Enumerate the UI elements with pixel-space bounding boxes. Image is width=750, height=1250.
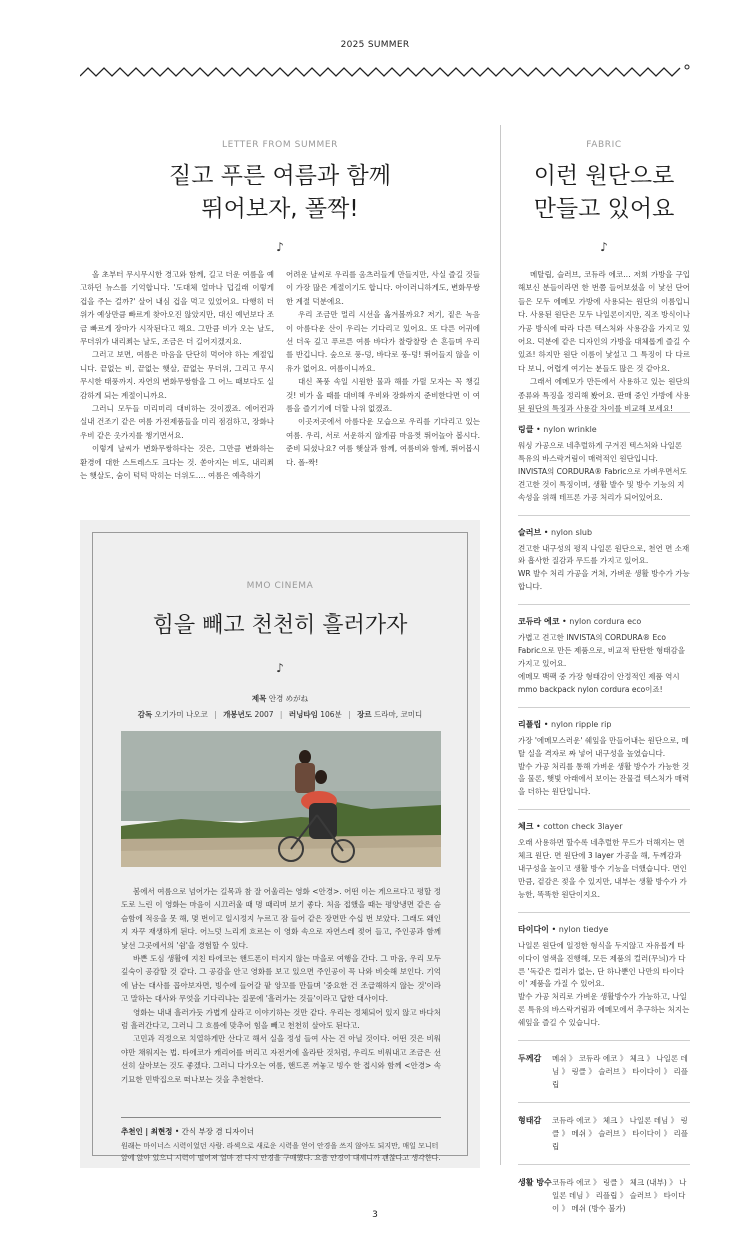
letter-paragraph: 그러니 모두들 미리미리 대비하는 것이겠죠. 에어컨과 실내 건조기 같은 여름 가전제품들을 미리 점검하고, 장화나 우비 같은 옷가지를 챙기면서요.	[80, 404, 274, 440]
fabric-name-en: nylon cordura eco	[569, 617, 642, 627]
fabric-name-en: nylon ripple rip	[551, 719, 612, 729]
cinema-body	[121, 885, 441, 1086]
fabric-item-cordura-eco	[518, 604, 690, 707]
film-title-label: 제목	[251, 694, 267, 703]
runtime-value: 106분	[320, 710, 342, 719]
fabric-name-ko: 코듀라 에코	[518, 617, 560, 627]
letter-paragraph: 우리 조금만 멀리 시선을 옮겨볼까요? 저기, 짙은 녹음이 아름다운 산이 우리는 기다리고 있어요. 또 다른 어귀에선 더욱 깊고 푸르른 여름 바다가 찰랑찰랑 손 흔들며 우리를 반깁니다. 숲으로 풍-덩, 바다로 풍-덩! 뛰어들지 않을 이유가 없어요. 여름이니까요.	[286, 310, 480, 373]
fabric-title-line1: 이런 원단으로	[533, 163, 675, 189]
comparison-label: 생활 방수	[518, 1178, 552, 1188]
fabric-name-ko: 링클	[518, 425, 534, 434]
fabric-name-ko: 체크	[518, 822, 534, 832]
column-divider	[500, 125, 501, 1165]
issue-label: 2025 SUMMER	[340, 40, 410, 50]
fabric-name-en: nylon slub	[551, 527, 593, 537]
genre-label: 장르	[357, 710, 372, 719]
fabric-name: 슬러브 • nylon slub	[518, 527, 593, 537]
fabric-name: 리플립 • nylon ripple rip	[518, 719, 612, 729]
genre-value: 드라마, 코미디	[373, 710, 423, 719]
fabric-name-en: nylon wrinkle	[543, 425, 597, 434]
fabric-name-ko: 슬러브	[518, 527, 542, 537]
fabric-item-ripple-rip	[518, 707, 690, 810]
comparison-value: 메쉬 》 코듀라 에코 》 체크 》 나일론 데님 》 링클 》 슬러브 》 타이다이 》 리플립	[552, 1054, 689, 1090]
music-note-icon: ♪	[600, 240, 608, 254]
letter-title	[80, 160, 480, 226]
comparison-value: 코듀라 에코 》 체크 》 나일론 데님 》 링클 》 메쉬 》 슬러브 》 타이다이 》 리플립	[552, 1116, 689, 1152]
letter-title-line1: 짙고 푸른 여름과 함께	[169, 163, 391, 189]
year-value: 2007	[254, 710, 274, 719]
comparison-label: 형태감	[518, 1116, 542, 1126]
letter-paragraph: 어려운 날씨로 우리를 옴츠러들게 만들지만, 사실 즐길 것들이 가장 많은 계절이기도 합니다. 아이러니하게도, 변화무쌍한 계절 덕분에요.	[286, 270, 480, 306]
comparison-label: 두께감	[518, 1054, 542, 1064]
director-label: 감독	[137, 710, 153, 719]
fabric-title	[518, 160, 690, 226]
recommender-box	[121, 1117, 441, 1164]
cinema-frame	[92, 532, 468, 1162]
music-note-icon: ♪	[276, 240, 284, 254]
fabric-item-check	[518, 809, 690, 912]
letter-paragraph: 이렇게 날씨가 변화무쌍하다는 것은, 그만큼 변화하는 환경에 대한 스트레스도 크다는 것. 쏟아지는 비도, 내리쬐는 햇살도, 숨이 턱턱 막히는 더위도…. 여름은 예측하기	[80, 444, 274, 481]
fabric-header	[518, 140, 690, 254]
letter-body	[80, 268, 480, 483]
cinema-title: 힘을 빼고 천천히 흘러가자	[152, 613, 408, 638]
cinema-paragraph: 봄에서 여름으로 넘어가는 길목과 참 잘 어울리는 영화 <안경>. 어떤 이는 게으르다고 평할 정도로 느린 이 영화는 마음이 시끄러울 때 명 때리며 보기 좋다. 처음 접했을 때는 평양냉면 같은 슴슴함에 적응을 못 해, 몇 번이고 일시정지 누르고 잠 들어 같은 장면만 수십 번 보았다. 그래도 왜인지 자꾸 재생하게 된다. 어느덧 느리게 흐르는 이 영화 속으로 자연스레 젖어 들고, 주인공과 함께 낯선 그곳에서의 '쉼'을 경험할 수 있다.	[121, 887, 441, 950]
fabric-list	[518, 412, 690, 1226]
fabric-description: 워싱 가공으로 네추럴하게 구겨진 텍스처와 나일론 특유의 바스락거림이 매력적인 원단입니다. INVISTA의 CORDURA® Fabric으로 가벼우면서도 견고한 것이 특징이며, 생활 발수 및 방수 기능의 지속성을 위해 테프론 가공 처리가 되어있어요.	[518, 441, 687, 502]
comparison-thickness	[518, 1040, 690, 1102]
fabric-description: 나일론 원단에 일정한 형식을 두지않고 자유롭게 타이다이 염색을 진행해, 모든 제품의 컬러(무늬)가 다른 '독같은 컬러가 없는, 단 하나뿐인 나만의 타이다이' 제품을 가질 수 있어요. 발수 가공 처리로 가벼운 생활방수가 가능하고, 나일론 특유의 바스락거림과 에메모에서 추구하는 처지는 쉐잎을 즐길 수 있습니다.	[518, 940, 690, 1028]
zigzag-divider	[80, 62, 692, 82]
info-separator: |	[214, 710, 217, 719]
letter-column-1	[80, 268, 274, 483]
cinema-paragraph: 고민과 걱정으로 치열하게만 산다고 해서 실을 정성 들여 사는 건 아닐 것이다. 어떤 것은 비워야만 채워지는 법. 타에코가 캐리어를 버리고 자전거에 올라탄 것처럼, 우리도 비워내고 조금은 선선히 살아보는 것도 좋겠다. 그러니 다가오는 여름, 핸드폰 꺼놓고 빙수 한 접시와 함께 <안경> 속 기묘한 민박집으로 떠나보는 것을 추천한다.	[121, 1034, 441, 1084]
letter-paragraph: 대신 폭풍 속일 시원한 물과 해를 가릴 모자는 꼭 챙길 것! 비가 올 때를 대비해 우비와 장화까지 준비한다면 이 여름을 즐기기에 더할 나위 없겠죠.	[286, 377, 480, 414]
fabric-description: 오래 사용하면 할수록 네추럴한 무드가 더해지는 면 체크 원단. 면 원단에 3 layer 가공을 해, 두께감과 내구성을 높이고 생활 방수 기능을 더했습니다. 면인 만큼, 겉감은 젖을 수 있지만, 내부는 생활 방수가 가능한, 똑똑한 원단이지요.	[518, 838, 687, 899]
recommender-bio: 원래는 마이너스 시력이었던 사람. 라섹으로 새로운 시력을 얻어 안경을 쓰지 않아도 되지만, 매일 모니터 앞에 앉아 있으니 시력이 떨어져 얼마 전 다시 안경을 구매했다. 요즘 안경이 대세니까 괜찮다고 생각한다.	[121, 1142, 441, 1162]
director-value: 오기가미 나오코	[154, 710, 208, 719]
letter-title-line2: 뛰어보자, 폴짝!	[201, 196, 359, 222]
music-note-icon: ♪	[276, 661, 284, 675]
letter-column-2	[286, 268, 480, 483]
info-separator: |	[348, 710, 351, 719]
fabric-item-wrinkle	[518, 412, 690, 515]
year-label: 개봉년도	[223, 710, 253, 719]
film-still-image	[121, 731, 441, 867]
fabric-item-slub	[518, 515, 690, 605]
page-number: 3	[372, 1210, 378, 1220]
runtime-label: 러닝타임	[288, 710, 318, 719]
letter-paragraph: 이곳저곳에서 아름다운 모습으로 우리를 기다리고 있는 여름. 우리, 서로 서운하지 않게끔 마음껏 뛰어놀아 봅시다. 준비 되셨나요? 여름 햇살과 함께, 여름비와 함께, 뛰어봅시다. 폴-짝!	[286, 417, 480, 467]
fabric-name-ko: 리플립	[518, 719, 542, 729]
comparison-shape	[518, 1102, 690, 1164]
cinema-paragraph: 바쁜 도심 생활에 지친 타에코는 핸드폰이 터지지 않는 마을로 여행을 간다. 그 마음, 우리 모두 깊숙이 공감할 것 같다. 그 공감을 안고 영화를 보고 있으면 주인공이 꼭 나와 비슷해 보인다. 기억에 남는 대사를 꼽아보자면, 빙수에 들어갈 팥 앙꼬를 만들며 '중요한 건 조급해하지 않는 것'이라고 말하는 대사와 무엇을 기다리냐는 질문에 '흘러가는 것들'이라고 답한 대사이다.	[121, 954, 441, 1004]
fabric-name: 타이다이 • nylon tiedye	[518, 924, 609, 934]
fabric-item-tiedye	[518, 912, 690, 1040]
fabric-name-en: nylon tiedye	[558, 924, 609, 934]
recommender-heading	[121, 1126, 441, 1137]
letter-paragraph: 그러고 보면, 여름은 마음을 단단히 먹어야 하는 계절입니다. 끝없는 비, 끝없는 햇살, 끝없는 무더위, 그리고 무시무시한 태풍까지. 자연의 변화무쌍함을 그 어느 때보다도 실감하게 되는 계절이니까요.	[80, 350, 274, 400]
fabric-description: 견고한 내구성의 평직 나일론 원단으로, 천연 면 소재와 흡사한 질감과 무드를 가지고 있어요. WR 발수 처리 가공을 거쳐, 가벼운 생활 방수가 가능합니다.	[518, 543, 690, 592]
fabric-kicker: FABRIC	[586, 140, 622, 150]
fabric-description: 가볍고 견고한 INVISTA의 CORDURA® Eco Fabric으로 만든 제품으로, 비교적 탄탄한 형태감을 가지고 있어요. 에메모 백팩 중 가장 형태감이 안정적인 제품 역시 mmo backpack nylon cordura eco이죠!	[518, 633, 685, 694]
fabric-intro-paragraph: 메탈립, 슬러브, 코듀라 에코… 저희 가방을 구입해보신 분들이라면 한 번쯤 들어보셨을 이 낯선 단어들은 모두 에메모 가방에 사용되는 원단의 이름입니다. 사용된 원단은 모두 나일론이지만, 직조 방식이나 가공 방식에 따라 다른 텍스처와 사용감을 가지고 있어요. 덕분에 같은 디자인의 가방을 대체롭게 즐길 수 있죠! 하지만 원단 이름이 낯설고 그 특징이 다 다르다 보니, 어렵게 여기는 분들도 많은 것 같아요.	[518, 270, 690, 373]
fabric-description: 가장 '에메모스러운' 쉐잎을 만들어내는 원단으로, 메탈 실을 격자로 짜 넣어 내구성을 높였습니다. 발수 가공 처리를 통해 가벼운 생활 방수가 가능한 것을 물론, 햇빛 아래에서 보이는 잔물결 텍스처가 매력을 더하는 원단입니다.	[518, 735, 690, 797]
comparison-value: 코듀라 에코 》 링클 》 체크 (내부) 》 나일론 데님 》 리플립 》 슬러브 》 타이다이 》 메쉬 (방수 불가)	[552, 1178, 687, 1214]
fabric-title-line2: 만들고 있어요	[533, 196, 675, 222]
fabric-name: 코듀라 에코 • nylon cordura eco	[518, 617, 642, 627]
letter-kicker: LETTER FROM SUMMER	[221, 140, 339, 150]
fabric-intro	[518, 268, 690, 415]
fabric-name-ko: 타이다이	[518, 924, 549, 934]
cinema-paragraph: 영화는 내내 흘러가듯 가볍게 살라고 이야기하는 것만 같다. 우리는 정체되어 있지 않고 바다처럼 흘러간다고, 그러니 그 흐름에 맞추어 힘을 빼고 천천히 살아도 된다고.	[121, 1007, 441, 1031]
cinema-kicker: MMO CINEMA	[246, 581, 314, 591]
letter-header	[80, 140, 480, 254]
recommender-role: • 간식 부장 겸 디자이너	[172, 1127, 254, 1136]
letter-paragraph: 올 초부터 무시무시한 경고와 함께, 길고 더운 여름을 예고하던 뉴스를 기억합니다. '도대체 얼마나 덥길래 이렇게 겁을 주는 걸까?' 살어 내심 겁을 먹고 있었어요. 다행히 더위가 예상만큼 빠르게 찾아오진 않았지만, 대신 예년보다 조금 빠르게 장마가 시작된다고 해요. 그만큼 비가 오는 날도, 무더위가 내리쬐는 날도, 조금은 더 길어지겠지요.	[80, 270, 274, 347]
film-title-info	[93, 693, 467, 704]
fabric-name-en: cotton check 3layer	[543, 822, 623, 832]
fabric-intro-paragraph: 그래서 에메모가 만든에서 사용하고 있는 원단의 종류와 특징을 정리해 봤어요. 판매 중인 가방에 사용된 원단의 특징과 사용감 차이를 비교해 보세요!	[518, 377, 690, 414]
cinema-section	[80, 520, 480, 1168]
info-separator: |	[279, 710, 283, 719]
film-title-value: 안경 めがね	[268, 694, 309, 703]
film-meta-info	[93, 709, 467, 720]
fabric-name: 체크 • cotton check 3layer	[518, 822, 623, 832]
fabric-name: 링클 • nylon wrinkle	[518, 425, 597, 434]
recommender-name: 추천인 | 최현정	[121, 1127, 173, 1136]
